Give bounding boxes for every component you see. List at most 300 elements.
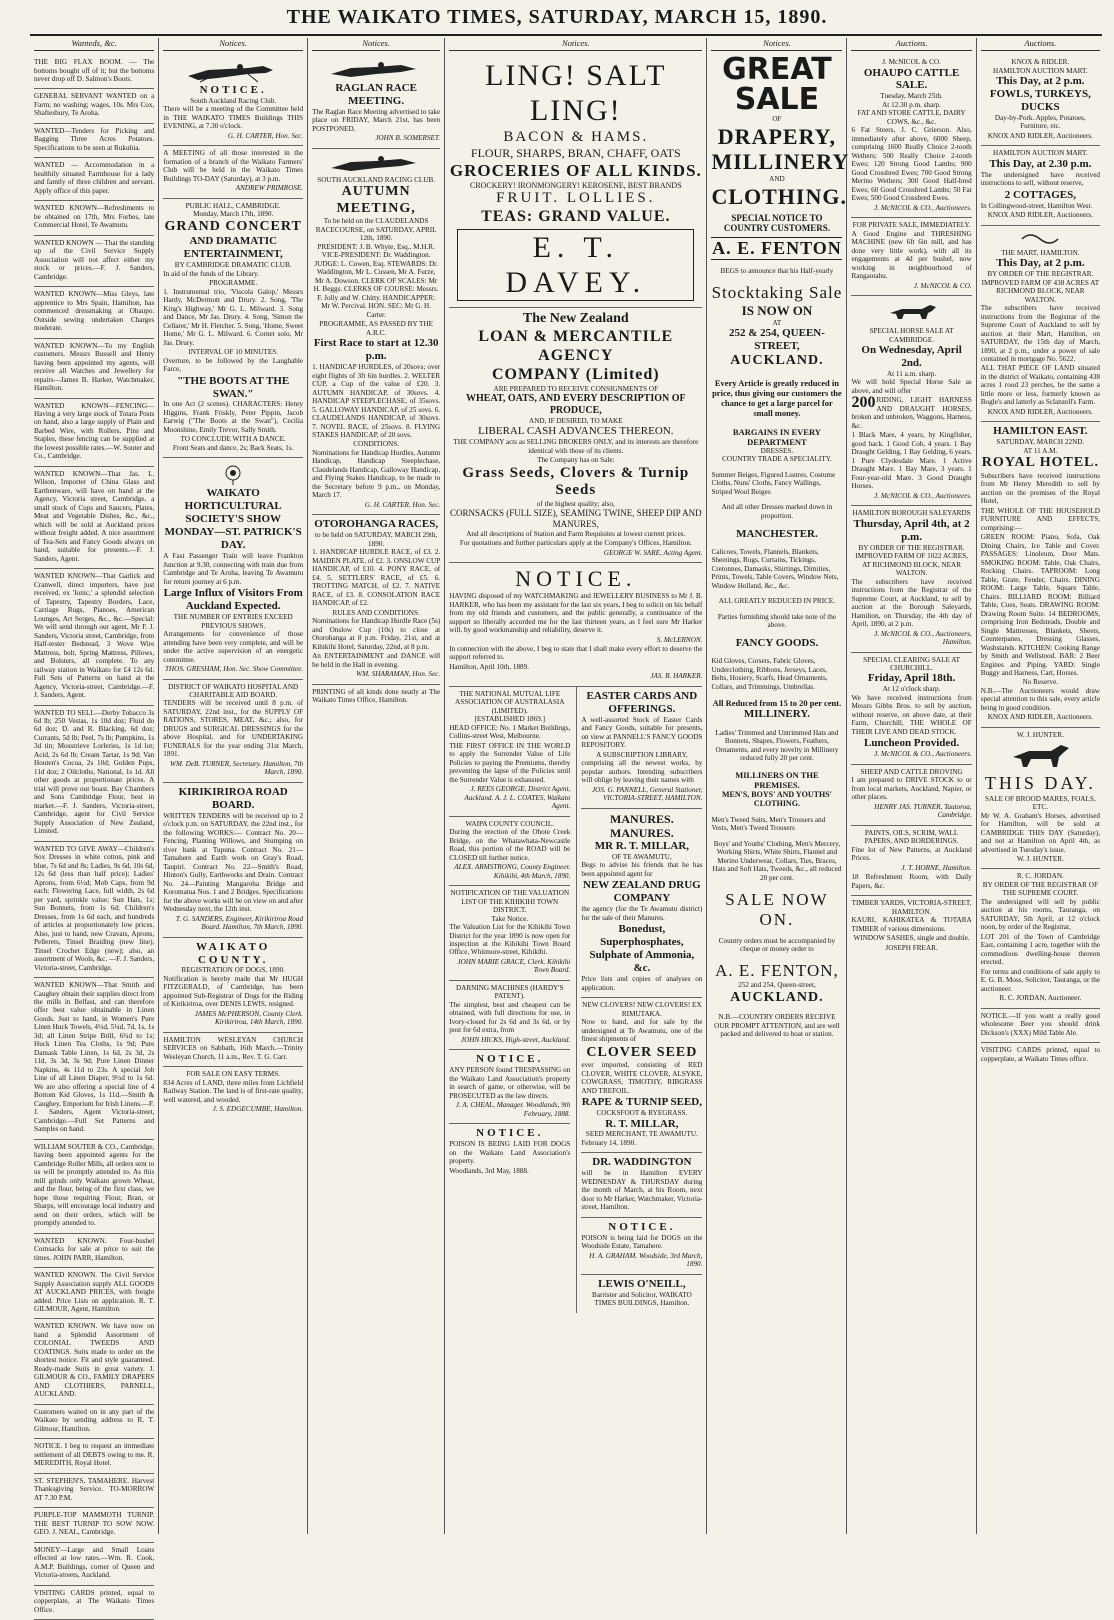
overture: Overture, to be followed by the Laughable Farce, [163,356,304,374]
poison-date: Woodlands, 3rd May, 1888. [449,1166,529,1175]
lot-description: LOT 201 of the Town of Cambridge East, containing 1 acre, together with the commodious dwelling-house thereon erected. [980,932,1100,967]
farm-body: The subscribers have received instructions from the Registrar of the Supreme Court, at Auckland, to sell by auction at the Borough Saleyards, Hamilton, on Thursday, the 4th day of April, 1890, at 2 p.m. [851,577,972,629]
clovers-title: NEW CLOVERS! NEW CLOVERS! EX RIMUTAKA. [582,1001,702,1018]
column-heading: Notices. [711,38,842,51]
programme-heading: PROGRAMME. [209,279,258,288]
column-heading: Wanteds, &c. [34,38,154,51]
wanted-advert-text: WILLIAM SOUTER & CO., Cambridge, having been appointed agents for the Cambridge Roller Mills, all orders sent to us will be promptly attended to. As this mill grinds only Waikato grown Wheat, and the flour, being of the first class, we hope those requiring Flour, Bran, or Sharps, will encourage local industry and send on their orders, which will be promptly attended to. [34,1142,155,1228]
wanted-advert [34,1268,154,1319]
dog-poison-notice [581,1218,702,1275]
valuation-sub: Take Notice. [491,914,529,923]
signature: WM. DeB. TURNER, Secretary. Hamilton, 7th March, 1890. [170,759,304,777]
darning-machines-advert [449,981,570,1050]
fenton-body: BEGS to announce that his Half-yearly [720,267,834,276]
manures-advert [581,809,702,998]
road-board-tenders [163,783,303,938]
auctioneer-head: J. McNICOL & CO. [882,58,941,67]
fenton-city-2: AUCKLAND. [730,989,824,1005]
and-word: AND [769,175,785,184]
prepared-line: ARE PREPARED TO RECEIVE CONSIGNMENTS OF [493,384,659,393]
droving-body: I am prepared to DRIVE STOCK to or from local markets, Auckland, Napier, or other places. [851,776,972,802]
on-sale-line: The Company has on Sale: [537,456,615,465]
mart-title: THE MART, HAMILTON. [1001,248,1080,257]
stock-list: 6 Fat Steers, J. C. Grierson. Also, immediately after above, 6000 Sheep, comprising 1600 Really Choice 2-tooth Wethers; 500 Really Choice 2-tooth Ewes; 120 Strong Good Lambs; 900 Good Crossbred Ewes; 700 Good Strong Merino Wethers; 300 Good Half-bred Ewes; 60 Good Crossbred Lambs; 50 Fat Ewes; 500 Good Crossbred Ewes. [851,126,972,203]
price-lists: Price lists and copies of analyses on application. [581,975,703,992]
wanted-advert [34,1586,154,1620]
signature: JAS. B. HARKER. [650,672,703,681]
races-date: to be held on SATURDAY, MARCH 29th, 1890. [315,531,438,548]
ohaupo-cattle-sale [851,55,971,218]
wanted-advert-text: WANTED KNOWN—That Smith and Caughey obtain their supplies direct from the mills in Belfast, and can therefore offer best value obtainable in Linen Goods. Just to hand, in Women's Pure Linen Huck Towels, 4½d, 5¼d, 7d, 1s, 1s 3d; all Linen Stripe Brill, 6¾d to 1s; Huck Linen Tea Cloths, 1s 9d; Pure Damask Table Linen, 1s 6d, 2s 3d, 2s 11d, 3s 3d, 3s 9d; Pure Linen Dinner Napkins, 4s 11d to 23s. A special Job Line of all Linen Diaper, 9½d to 1s 6d. We are also offering a special line of 4 Bottom Kid Gloves, 1s 11d.—Smith & Caughey, Emporium for Irish Linens.—F. J. Sanders, Agent Victoria-street, Cambridge.—Full Set Patterns and Samples on hand. [34,981,155,1134]
first-race: First Race to start at 12.30 p.m. [313,337,439,363]
wanted-advert-text: NOTICE. I beg to request an immediate settlement of all DEBTS owing to me. R. MEREDITH, Royal Hotel. [34,1442,155,1468]
reduced-percent: All Reduced from 15 to 20 per cent. [712,698,842,709]
wanted-advert-text: Customers waited on in any part of the Waikato by sending address to R. T. Gilmour, Hamilton. [34,1407,155,1433]
signature: JAMES McPHERSON, County Clerk. Kirikiriroa, 14th March, 1890. [194,1009,304,1027]
wanted-advert-text: WANTED KNOWN—FENCING—Having a very large stock of Totara Posts on hand, also a large supply of Plain and Barbed Wire, with Rollers, Pins and Staples, these fencing can be supplied at the lowest possible rates.—W. Souter and Co., Cambridge. [34,401,155,461]
rooms-list: GREEN ROOM: Piano, Sofa, Oak Dining Chairs, Ice Table and Cover. PASSAGES: Linoleum, Door Mats. SMOKING ROOM: Table, Oak Chairs, Rocking Chairs. TAPROOM: Long Table, Grate, Fender, Chairs. DINING ROOM: Large Table, Square Table, Chairs. BILLIARD ROOM: Billiard Table, Cues, Seats. DRAWING ROOM: Drawing Room Suite. 14 BEDROOMS, comprising Iron Bedsteads, Double and Single Mattresses, Blankets, Sheets, Counterpanes, Dressing Glasses, Washstands. KITCHEN: Cooking Range by Smith and Wellstood. BAR: 2 Beer Engines and Piping. YARD: Single Buggy and Harness, Cart, Horses. [980,533,1100,677]
stock-title: FAT AND STORE CATTLE, DAIRY COWS, &c., &c. [857,109,966,126]
grass-seed-line: Grass Seeds, Clovers & Turnip Seeds [462,464,690,499]
horse-engraving-icon [1005,741,1075,771]
sale-body: The undersigned will sell by public auction at his rooms, Tauranga, on SATURDAY, 5th April, at 12 o'clock noon, by order of the Registrar, [980,897,1100,932]
clover-seed: CLOVER SEED [586,1044,698,1060]
all-other: And all other Dresses marked down in proportion. [721,503,833,520]
sale-date: SATURDAY, MARCH 22ND. [996,438,1085,447]
farce-title: "THE BOOTS AT THE SWAN." [177,374,290,400]
show-title: WAIKATO HORTICULTURAL SOCIETY'S SHOW [184,487,282,526]
library-body: comprising all the newest works, by popular authors. Intending subscribers will oblige by leaving their names with [581,759,703,785]
selling-line: THE COMPANY acts as SELLING BROKERS ONLY, and its interests are therefore identical with those of its clients. [453,438,699,455]
wanted-advert-text: WANTED KNOWN — That the standing up of the Civil Service Supply Association will not affect either my stock or prices.—F. J. Sanders, Cambridge. [34,238,155,281]
royal-hotel-sale [981,422,1100,728]
stocktaking-headline: Stocktaking Sale [711,283,843,303]
dr-waddington-notice [581,1153,702,1217]
millar-date: February 14, 1890. [581,1138,637,1147]
registrar-order: BY ORDER OF THE REGISTRAR. [858,543,965,552]
wanted-advert [34,158,154,201]
clovers-body: Now to hand, and for sale by the undersigned at Te Awamutu, one of the finest shipments of [581,1018,703,1044]
beer-notice [981,1009,1100,1043]
racehorse-engraving-icon [321,154,431,174]
registrar-order: BY ORDER OF THE REGISTRAR OF THE SUPREME COURT. [982,880,1098,898]
land-for-sale [163,1067,303,1118]
dogs-body: POISON is being laid for DOGS on the Woodside Estate, Tamahere. [581,1233,703,1251]
council-body: During the erection of the Ohote Creek Bridge, on the Whatawhata-Newcastle Road, this portion of the ROAD will be CLOSED till further notice. [449,828,571,862]
printing-body: PRINTING of all kinds done neatly at The Waikato Times Office, Hamilton. [312,687,441,705]
milliners-premises: MILLINERS ON THE PREMISES. [735,769,819,790]
drapery: DRAPERY, [717,123,837,149]
solicitor-name: LEWIS O'NEILL, [598,1277,686,1290]
column-heading: Notices. [449,38,702,51]
fruit-line: FRUIT. LOLLIES. [496,190,656,207]
timber-title: TIMBER YARDS, VICTORIA-STREET, HAMILTON. [851,899,972,916]
wanted-advert [34,467,154,569]
wanted-advert-text: VISITING CARDS printed, equal to copperplate, at The Waikato Times Office. [34,1588,155,1614]
signature: KNOX AND RIDLER, Auctioneers. [987,713,1093,722]
wanted-advert-text: GENERAL SERVANT WANTED on a Farm; no washing; wages, 10s. Mrs Cox, Shaftesbury, Te Aroha. [34,92,155,118]
show-day: MONDAY—ST. PATRICK'S DAY. [164,526,302,552]
services-body: HAMILTON WESLEYAN CHURCH SERVICES on Sabbath, 16th March.—Trinity Wesleyan Church, 11 a.m., Rev. T. G. Carr. [163,1035,304,1061]
race-list: 1. HANDICAP HURDLE RACE, of £3. 2. MAIDEN PLATE, of £2. 3. ONSLOW CUP HANDICAP, of £10. 4. PONY RACE, of £4. 5. SETTLERS' RACE, of £5. 6. TROTTING MATCH, of £2. 7. NATIVE RACE, of £3. 8. CONSOLATION RACE HANDICAP, of £2. [312,548,441,608]
signature: WM. SHARAMAN, Hon. Sec. [356,670,441,679]
wanted-advert [34,399,154,467]
clearing-title: SPECIAL CLEARING SALE AT CHURCHILL. [863,655,961,672]
board-title: DISTRICT OF WAIKATO HOSPITAL AND CHARITABLE AID BOARD. [168,682,299,699]
clearing-sale-advert [851,653,971,765]
saleyards-title: HAMILTON BOROUGH SALEYARDS [852,509,971,518]
meeting-title: AUTUMN MEETING, [336,184,416,216]
county-body: Notification is hereby made that Mr HUGH FITZGERALD, of Cambridge, has been appointed Sub-Registrar of Dogs for the Riding of Kirikiriroa, over DENIS LEWIS, resigned. [163,974,304,1009]
signature: KNOX AND RIDLER, Auctioneers. [987,407,1093,416]
special-notice: SPECIAL NOTICE TO COUNTRY CUSTOMERS. [723,212,831,234]
visiting-cards-advert [981,1043,1100,1068]
seat-prices: Front Seats and dance, 2s; Back Seats, 1s. [172,443,294,452]
wanted-advert [34,201,154,235]
sale-date: Tuesday, March 25th. [880,92,943,101]
wanted-advert-text: WANTED — Accommodation in a healthily situated Farmhouse for a lady and family of three children and servant. Apply office of this paper. [34,161,155,195]
great-sale-headline: GREAT SALE [722,52,832,118]
of-word: OF [772,115,782,124]
wanted-advert-text: WANTED KNOWN—To my English customers. Messrs Bussell and Henry having been appointed my agents, will receive all Watches and Jewellery for repairs—James B. Harker, Watchmaker, Hamilton. [34,341,155,393]
notice-body: The Raglan Race Meeting advertised to take place on FRIDAY, March 21st, has been POSTPONED. [312,107,441,133]
signature: T. G. SANDERS, Engineer, Kirikiriroa Road Board. Hamilton, 7th March, 1890. [175,914,304,932]
crockery-line: CROCKERY! IRONMONGERY! KEROSENE, BEST BRANDS [469,180,682,190]
two-hundred: 200 [851,394,876,412]
entries: THE NUMBER OF ENTRIES EXCEED PREVIOUS SHOWS. [173,613,293,630]
wanted-advert-text: WANTED KNOWN—That Garlick and Cranwell, direct importers, have just received, ex 'Ionic,' a splendid selection of Tapestry, Tapestry Borders, Lace, Carriage Rugs, Pianoes, American Lounges, Art Serges, &c., &c.—Special: We will send through our agent, Mr F. J. Sanders, Victoria street, Cambridge, from Half-tester Bedstead, 3 Wove Wire Mattress, bolt, Spring Mattress, Pillows, and Bolsters, all complete. To any railway station in Waikato for £4 12s 6d. Full Sets of Patterns on hand at the Agency, Victoria-street, Cambridge.—F. J. Sanders, Agent. [34,572,155,700]
fenton-address-2: 252 and 254, Queen-street, [738,981,816,990]
wanted-advert-text: WANTED—Tenders for Picking and Bagging Three Acres Potatoes. Specifications to be seen at Rukuhia. [34,126,155,152]
bacon-line: BACON & HAMS. [503,128,649,145]
mart-date: This Day, at 2 p.m. [996,257,1085,270]
company-name: LOAN & MERCANTILE AGENCY [478,327,674,364]
location: HAMILTON EAST. [993,425,1088,438]
signature: J. McNICOL & CO., Auctioneers. [874,750,972,759]
club-name: South Auckland Racing Club. [190,96,277,105]
manures-title: MANURES. MANURES. [610,811,674,840]
club-title: SOUTH AUCKLAND RACING CLUB. [317,175,436,184]
farm-title: IMPROVED FARM OF 1022 ACRES, AT RICHMOND BLOCK, NEAR WALTON. [855,552,968,578]
rules-body: Nominations for Handicap Hurdle Race (5s) and Onslow Cup (10s) to close at Otorohanga at 8 p.m. Friday, 21st, and at Kihikihi Hotel, Saturday, 22nd, at 8 p.m. [312,617,441,651]
signature: J. McNICOL & CO., Auctioneers, Hamilton. [874,629,972,647]
clearing-body: We have received instructions from Messrs Gibbs Bros. to sell by auction, without reserve, on above date, at their Farm, Churchill, THE WHOLE OF THEIR LIVE AND DEAD STOCK. [851,693,972,736]
wanted-advert [34,1508,154,1542]
country-orders: Country orders must be accompanied by cheque or money order to [718,936,836,954]
signature: KNOX AND RIDLER, Auctioneers. [987,131,1093,140]
teas-line: TEAS: GRAND VALUE. [481,207,671,225]
concert-advert [163,199,303,459]
wanted-advert [34,1234,154,1268]
saleyards-date: Thursday, April 4th, at 2 p.m. [853,517,970,543]
sale-title: OHAUPO CATTLE SALE. [863,66,960,92]
farmers-club-notice [163,146,303,198]
county-title: WAIKATO COUNTY. [195,940,271,966]
liberal-line: LIBERAL CASH ADVANCES THEREON. [478,425,674,438]
fenton-city: AUCKLAND. [730,352,824,368]
flour-line: FLOUR, SHARPS, BRAN, CHAFF, OATS [470,146,681,161]
column-heading: Auctions. [981,38,1100,51]
richmond-farm-sale [981,226,1100,423]
mutual-life-advert [449,687,570,817]
conditions-body: Nominations for Handicap Hurdles, Autumn Handicap, Handicap Steeplechase, Claudelands Handicap, Galloway Handicap, and Flying Stakes Handicap, to be made to the Secretary before 9 p.m., on Monday, March 17. [312,448,441,500]
paints-title: PAINTS, OILS, SCRIM, WALL PAPERS, AND BORDERINGS. [864,828,959,846]
signature: J. A. CHEAL, Manager. Woodlands, 9th February, 1888. [455,1101,571,1118]
clover-list: ever imported, consisting of RED CLOVER, WHITE CLOVER, ALSYKE, COWGRASS, TIMOTHY, RIBGRASS AND TREFOIL. [581,1061,703,1095]
doctor-name: DR. WADDINGTON [592,1156,692,1169]
groceries-line: GROCERIES OF ALL KINDS. [449,160,702,180]
davey-grocery-advert [449,55,702,308]
this-day: THIS DAY. [984,773,1096,794]
notice-title: RAGLAN RACE MEETING. [335,82,417,107]
fancy-heading: FANCY GOODS. [735,637,819,650]
notice-title: NOTICE. [199,84,267,97]
printing-advert [312,685,440,710]
concert-date: Monday, March 17th, 1890. [193,210,274,219]
millinery: MILLINERY [711,149,850,175]
harker-body: In connection with the above, I beg to state that I shall make every effort to deserve the support referred to. [449,644,703,662]
drug-company: NEW ZEALAND DRUG COMPANY [582,879,701,905]
tender-body: WRITTEN TENDERS will be received up to 2 o'clock p.m. on SATURDAY, the 22nd inst., for the following WORKS:— Contract No. 20—Fencing, Planting Willows, and Stumping on river bank at Tupuna. Contract No. 21—Tamahere and Earth work on Gray's Road, Taupiri. Contract No. 22—Smith's Road, Hinton's Gully, Earthworks and Drain. Contract No. 24—Painting Mangaroha Bridge and Koromatua Nos. 1 and 2 Bridges. Specifications for the above works will be on view on and after Wednesday next, the 12th inst. [163,811,304,914]
whole-line: THE WHOLE OF THE HOUSEHOLD FURNITURE AND EFFECTS, comprising:— [980,506,1100,532]
racehorse-engraving-icon [178,60,288,82]
clover-seed-advert [581,998,702,1153]
sale-time: At 11 a.m. sharp. [886,370,937,378]
valuation-title: NOTIFICATION OF THE VALUATION LIST OF THE KIHIKIHI TOWN DISTRICT. [450,889,570,915]
masthead-rule [30,34,1102,36]
nb-note: N.B.—COUNTRY ORDERS RECEIVE OUR PROMPT ATTENTION, and are well packed and delivered to boat or station. [714,1013,840,1039]
company-prefix: The New Zealand [522,311,629,327]
column-heading: Auctions. [851,38,971,51]
wanted-advert [34,1474,154,1508]
sale-time: AT 11 A.M. [1023,446,1058,455]
darning-body: The simplest, best and cheapest can be obtained, with full directions for use, in Ivory-closed for 2s 6d and 3s 6d, or by post for 6d extra, from [449,1000,571,1035]
split-notices [449,687,702,1313]
mart-title: HAMILTON AUCTION MART. [993,66,1088,75]
easter-cards-advert [581,687,702,809]
farm-detail: ALL THAT PIECE OF LAND situated in the district of Waikato, containing 438 acres 1 rood 23 perches, be the same a little more or less, formerly known as Bogle's and latterly as Sclanzell's Farm. [980,364,1100,407]
concert-aid: In aid of the funds of the Library. [163,269,260,278]
mutual-title: THE NATIONAL MUTUAL LIFE ASSOCIATION OF AUSTRALASIA (LIMITED). [455,689,565,715]
horse-list: 1 Black Mare, 4 years, by Kingfisher, good hack. 1 Good Cob, 4 years. 1 Bay Draught Gelding, 1 Bay Gelding, 6 years. 1 Pure Clydesdale Mare. 1 Active Draught Mare. 1 Bay Mare, 3 years. 1 Four-year-old Mare. 3 Good Draught Horses. [851,431,972,491]
clothing: CLOTHING. [711,183,847,209]
signature: KNOX AND RIDLER, Auctioneers. [987,211,1093,220]
raglan-race-notice [312,55,440,149]
signature: JOSEPH FREAR. [885,943,938,952]
signature: G. H. CARTER, Hon. Sec. [364,500,441,509]
paints-advert [851,826,971,896]
fowls-line: FOWLS, TURKEYS, DUCKS [989,87,1091,113]
wanted-advert [34,1140,154,1234]
quality-line: of the highest quality; also, [536,499,615,508]
mutual-established: [ESTABLISHED 1869.] [474,715,545,724]
signature: J. McNICOL & CO., Auctioneers. [874,491,972,500]
sale-title: FOR SALE ON EASY TERMS. [186,1070,280,1079]
signature: R. C. JORDAN, Auctioneer. [999,994,1082,1003]
column-notices-3 [445,38,707,1534]
nb-note: N.B.—The Auctioneers would draw special attention to this sale, every article being in good condition. [980,686,1100,712]
wanted-advert [34,1319,154,1404]
hospital-board-tenders [163,680,303,783]
wanted-advert [34,978,154,1140]
mart-title: HAMILTON AUCTION MART. [993,149,1088,158]
fenton-address: 252 & 254, QUEEN-STREET, [728,327,825,352]
signature: JOS. G. PANNELL, General Stationer, VICTORIA-STREET, HAMILTON. [591,785,703,803]
library-title: A SUBSCRIPTION LIBRARY, [596,750,688,759]
signature: J. T. HORNE, Hamilton. [901,863,972,872]
millar-name: MR R. T. MILLAR, [594,840,690,853]
signature: W. J. HUNTER. [1016,855,1064,863]
draught-horse-icon [882,301,942,325]
entries-body: Arrangements for convenience of those attending have been very complete, and will be under the active supervision of an energetic committee. [163,630,304,664]
concert-subtitle: AND DRAMATIC ENTERTAINMENT, [183,235,283,261]
concert-title: GRAND CONCERT [164,218,302,234]
manchester-list: Calicoes, Towels, Flannels, Blankets, Sheetings, Rugs, Curtains, Tickings, Cretonnes, Damasks, Shirtings, Dimities, Prints, Towels, Table Covers, Window Nets, Window Holland, &c., &c. [711,547,839,590]
county-dog-registration [163,938,303,1033]
signature: J. S. EDGECUMBE, Hamilton. [212,1105,304,1114]
column-heading: Notices. [312,38,440,51]
otorohanga-races-advert [312,515,440,684]
private-title: FOR PRIVATE SALE, IMMEDIATELY. [852,221,971,230]
manchester-heading: MANCHESTER. [736,527,818,540]
wanted-advert-text: WANTED KNOWN—Miss Gleys, late apprentice to Mrs Spain, Hamilton, has commenced dressmaking at Ohaupo. Outside sewing undertaken Charges moderate. [34,290,155,333]
wanted-advert-text: MONEY—Large and Small Loans effected at low rates.—Wm. R. Cook, A.M.P. Buildings, corner of Queen and Victoria-streets, Auckland. [34,1545,155,1580]
timber-body: KAURI, KAHIKATEA & TOTARA TIMBER of various dimensions. [851,916,972,933]
wanted-advert-text: WANTED KNOWN. We have now on hand a Splendid Assortment of COLONIAL TWEEDS AND COATINGS. Suits made to order on the shortest notice. Fit and style guaranteed. Ready-made Suits in great variety. J. GILMOUR & CO., FAMILY DRAPERS AND CLOTHIERS, PARNELL, AUCKLAND. [34,1322,155,1399]
registrar-order: BY ORDER OF THE REGISTRAR. [987,270,1094,279]
harker-date: Hamilton, April 10th, 1889. [449,662,530,671]
cottages-sale [981,146,1100,225]
auction-mart-fowls [981,55,1100,146]
bonedust: Bonedust, Superphosphates, Sulphate of Ammonia, &c. [589,923,695,975]
desired-line: AND, IF DESIRED, TO MAKE [529,416,623,425]
millar-sub: SEED MERCHANT, TE AWAMUTU. [585,1130,698,1139]
trespass-body: ANY PERSON found TRESPASSING on the Waikato Land Association's property in search of game, or otherwise, will be PROSECUTED as the law directs. [449,1066,571,1100]
wesleyan-services [163,1033,303,1067]
masthead: THE WAIKATO TIMES, SATURDAY, MARCH 15, 1890. [286,6,828,28]
column-auctions-2 [977,38,1104,1534]
signature: JOHN MARIE GRACE, Clerk. Kihikihi Town Board. [457,957,571,975]
signature: ALEX. ARMSTRONG, County Engineer. Kihikihi, 4th March, 1890. [454,863,571,880]
borough-saleyards-advert [851,506,971,652]
column-notices-2 [308,38,445,1534]
easter-title: EASTER CARDS AND OFFERINGS. [586,689,698,715]
dress-list: Summer Beiges, Figured Lustres, Costume Cloths, Nuns' Cloths, Fancy Wallings, Striped Wool Beiges [711,470,836,496]
wanted-advert-text: WANTED TO GIVE AWAY—Children's Sox Dresses in white cotton, pink and blue, 7s 6d and 8s; Ladies, 9s 6d, 10s 6d, 12s 6d (less than half price); Ladies' Aprons, from 6½d; Mob Caps, from 9d each; Flowering Lace, full width, 2s 6d per yard, sprinkle value; Sun Hats, 1s; Sun Bonnets, from 1s 6d; Children's Dresses, from 1s 6d each, and hundreds of articles at proportionately low prices. Also, just to hand, new Cravats, Aprons, Pellerets, Tinsel Braiding (new line), Tinsel Crochet Edge (new); also, an assortment of Wools, &c. —F. J. Sanders, Victoria-street, Cambridge. [34,844,155,972]
signature: H. A. GRAHAM. Woodside, 3rd March, 1890. [589,1251,703,1269]
trespass-notice [449,1050,570,1124]
auctioneer-head: KNOX & RIDLER. [1011,58,1070,67]
wanted-advert [34,1439,154,1473]
wanteds-list [34,55,154,1620]
programme-body: 1. Instrumental trio, 'Viscola Galop,' Messrs Hardy, McDermott and Drury. 2. Song, 'The King's Highway,' Mr G. L. Milward. 3. Song and Dance, Mr Jas. Drury. 4. Song, 'Simon the Cellarer,' Mr H. Fletcher. 5. Song, 'Home, Sweet Home,' Mr G. L. Milward. 6. Cornet solo, Mr Jas. Drury. [163,287,304,347]
timber-yards-advert [851,896,971,957]
split-left [449,687,570,1313]
racehorse-engraving-icon [321,60,431,80]
split-right [576,687,702,1313]
race-list: 1. HANDICAP HURDLES, of 20sovs; over eight flights of 3ft 6in hurdles. 2. WELTER CUP, a Cup of the value of £20. 3. AUTUMN HANDICAP, of 30sovs. 4. HANDICAP STEEPLECHASE, of 35sovs. 5. GALLOWAY HANDICAP, of 25 sovs. 6. CLAUDELANDS HANDICAP, of 30sovs. 7. NOVEL RACE, of 25sovs. 8. FLYING STAKES HANDICAP, of 20 sovs. [312,363,441,439]
horticultural-show-advert [163,458,303,679]
farm-body: The subscribers have received instructions from the Registrar of the Supreme Court of Auckland to sell by auction at their Mart, Hamilton, on SATURDAY, the 15th day of March, 1890, at 2 p.m., under a power of sale contained in mortgage No. 5622. [980,304,1100,363]
cottages-intro: The undersigned have received instructions to sell, without reserve, [980,170,1100,188]
ling-headline: LING! SALT LING! [485,59,667,128]
poison-notice [449,1124,570,1180]
loan-mercantile-advert [449,308,702,563]
mens-heading: MEN'S, BOYS' AND YOUTHS' CLOTHING. [721,789,832,809]
signature: J. McNICOL & CO., Auctioneers. [874,203,972,212]
every-article: Every Article is greatly reduced in price, thus giving our customers the chance to get a large parcel for small money. [712,377,842,419]
brood-body: Mr W. A. Graham's Horses, advertised for Hamilton, will be sold at CAMBRIDGE THIS DAY (Saturday), and not at Hamilton on April 4th, as advertised in Tuesday's issue. [980,811,1100,854]
signature: S. McLERNON. [656,635,703,644]
horses-body: RIDING, LIGHT HARNESS AND DRAUGHT HORSES, broken and unbroken, Waggons, Harness, &c. [851,396,972,430]
signature: G. H. CARTER, Hon. Sec. [227,131,304,140]
brood-title: SALE OF BROOD MARES, FOALS, ETC. [985,794,1096,812]
bargains: BARGAINS IN EVERY DEPARTMENT [732,426,821,447]
fenton-drapery-advert [711,52,850,1039]
visiting-body: VISITING CARDS printed, equal to copperplate, at Waikato Times office. [980,1046,1100,1063]
mart-date: This Day, at 2.30 p.m. [989,157,1092,170]
notice-title: NOTICE. [608,1220,676,1233]
millar-name: R. T. MILLAR, [605,1117,679,1130]
wanted-advert-text: WANTED KNOWN—That Jas. L. Wilson, Importer of China Glass and Earthenware, will have on hand at the Agency, Victoria street, Cambridge, a small stock of Cups and Saucers, Plates, Meat and Vegetable Dishes, &c., &c., which will be sold at Auckland prices without freight added. A nice assortment of Tea-Sets and Fancy Goods always on hand, suitable for presents.—F. J. Sanders, Agent. [34,469,155,563]
rules-heading: RULES AND CONDITIONS. [332,608,420,617]
hotel-body: Subscribers have received instructions from Mr Henry Meredith to sell by auction on the premises of the Royal Hotel, [980,471,1100,506]
wanted-advert [34,339,154,399]
column-notices-1 [159,38,308,1534]
farm-title: IMPROVED FARM OF 438 ACRES AT RICHMOND BLOCK, NEAR WALTON. [981,278,1100,304]
wanted-advert [34,706,154,842]
mclernon-notice [449,563,702,687]
show-body: A Fast Passenger Train will leave Frankton Junction at 9.30, connecting with train due from Cambridge and Te Aroha, leaving Te Awamutu for return journey at 6 p.m. [163,552,304,586]
sale-terms: For terms and conditions of sale apply to E. G. B. Moss, Solicitor, Tauranga, or the auctioneer. [980,967,1100,993]
cottages-title: 2 COTTAGES, [1004,188,1076,201]
column-notices-4 [707,38,850,1534]
droving-title: SHEEP AND CATTLE DROVING [860,767,963,776]
notice-title: NOTICE. [476,1127,544,1140]
easter-body: A well-assorted Stock of Easter Cards and Fancy Goods, suitable for presents, on view at PANNELL'S FANCY GOODS REPOSITORY. [581,715,703,750]
wanted-advert-text: THE BIG FLAX BOOM. — The bottoms bought off of it; but the bottoms never drop off D. Salmon's Boots. [34,58,155,83]
cambridge-east-lot-sale [981,869,1100,1008]
notice-title: NOTICE. [515,566,637,592]
auctioneer-head: R. C. JORDAN. [1016,872,1064,881]
fenton-name-2: A. E. FENTON, [715,960,839,980]
meeting-place: To be held on the CLAUDELANDS RACECOURSE, on SATURDAY, APRIL 12th, 1890. [315,217,437,243]
flower-engraving-icon [213,463,253,485]
wanted-advert [34,287,154,338]
boys-clothing: Boys' and Youths' Clothing, Men's Mercery, Working Shirts, White Shirts, Flannel and Merino Underwear, Collars, Ties, Braces, Hats and Soft Hats, Tweeds, &c., all reduced 20 per cent. [712,839,842,882]
concert-by: BY CAMBRIDGE DRAMATIC CLUB. [174,261,292,270]
farce-cast: In one Act (2 scenes). CHARACTERS: Henry Higgins, Frank Friskly, Peter Pippin, Jacob Earwig ("The Boots at the Swan"), Cecilia Moonshine, Emily Trevor, Sally Smith. [163,400,304,434]
county-subtitle: REGISTRATION OF DOGS, 1890. [181,966,285,975]
races-title: OTOROHANGA RACES, [314,518,439,531]
sale-time: At 12.30 p.m. sharp. [882,100,942,109]
millinery-body: Ladies' Trimmed and Untrimmed Hats and Bonnets, Shapes, Flowers, Feathers, Ornaments, and every novelty in Millinery reduced fully 20 per cent. [715,728,839,763]
signature: JOHN B. SOMERSET. [375,134,441,143]
signature: GEORGE W. SARE, Acting Agent. [603,548,703,557]
mutual-office: HEAD OFFICE: No. 1 Market Buildings, Collins-street West, Melbourne. [449,723,571,741]
droving-advert [851,765,971,826]
column-wanteds [30,38,159,1614]
notice-body: HAVING disposed of my WATCHMAKING and JEWELLERY BUSINESS to Mr J. B. HARKER, who has been my assistant for the last six years, I beg to solicit on his behalf from my old friends and customers, and the public generally, a continuance of the support so liberally accorded me for the last thirteen years, as I feel sure Mr Harker will, by good workmanship and reliability, deserve it. [449,592,703,635]
no-reserve: No Reserve. [1022,678,1059,687]
valuation-notice [449,886,570,981]
conclude: TO CONCLUDE WITH A DANCE. [180,435,286,444]
ornament-icon [1020,231,1060,247]
council-title: WAIPA COUNTY COUNCIL. [465,819,555,828]
solicitor-sub: Barrister and Solicitor, WAIKATO TIMES BUILDINGS, Hamilton. [592,1290,692,1308]
page-columns [30,38,1104,1614]
paints-extra: 18 Refreshment Room, with Daily Papers, &c. [851,873,972,890]
